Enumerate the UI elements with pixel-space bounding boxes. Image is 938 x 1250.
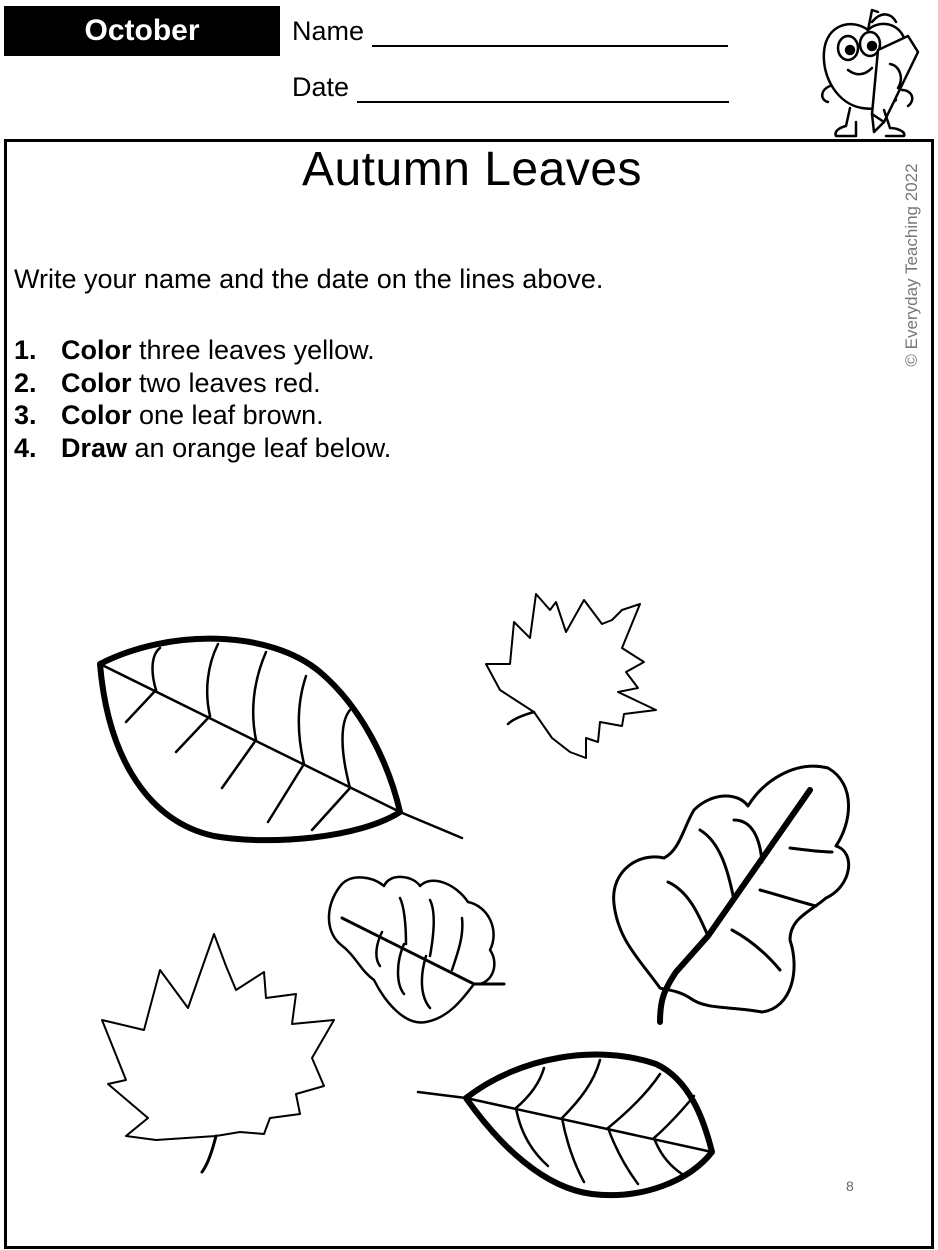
bottom-oval-leaf-icon[interactable] — [418, 1055, 712, 1196]
instruction-step: 3. Color one leaf brown. — [14, 400, 324, 430]
month-label: October — [4, 6, 280, 56]
small-oak-leaf-icon[interactable] — [329, 877, 504, 1023]
intro-instruction: Write your name and the date on the lines above. — [14, 264, 604, 294]
maple-leaf-icon[interactable] — [102, 934, 334, 1172]
name-label: Name — [292, 16, 365, 46]
instruction-step: 2. Color two leaves red. — [14, 367, 321, 398]
page-number: 8 — [846, 1178, 854, 1194]
small-maple-leaf-icon[interactable] — [486, 594, 656, 758]
date-label: Date — [292, 72, 350, 102]
instruction-step: 1. Color three leaves yellow. — [14, 335, 375, 365]
large-oval-leaf-icon[interactable] — [100, 639, 462, 841]
instruction-step: 4. Draw an orange leaf below. — [14, 432, 392, 463]
oak-leaf-icon[interactable] — [614, 766, 849, 1022]
worksheet-title: Autumn Leaves — [301, 143, 643, 196]
copyright-text: © Everyday Teaching 2022 — [902, 163, 921, 367]
